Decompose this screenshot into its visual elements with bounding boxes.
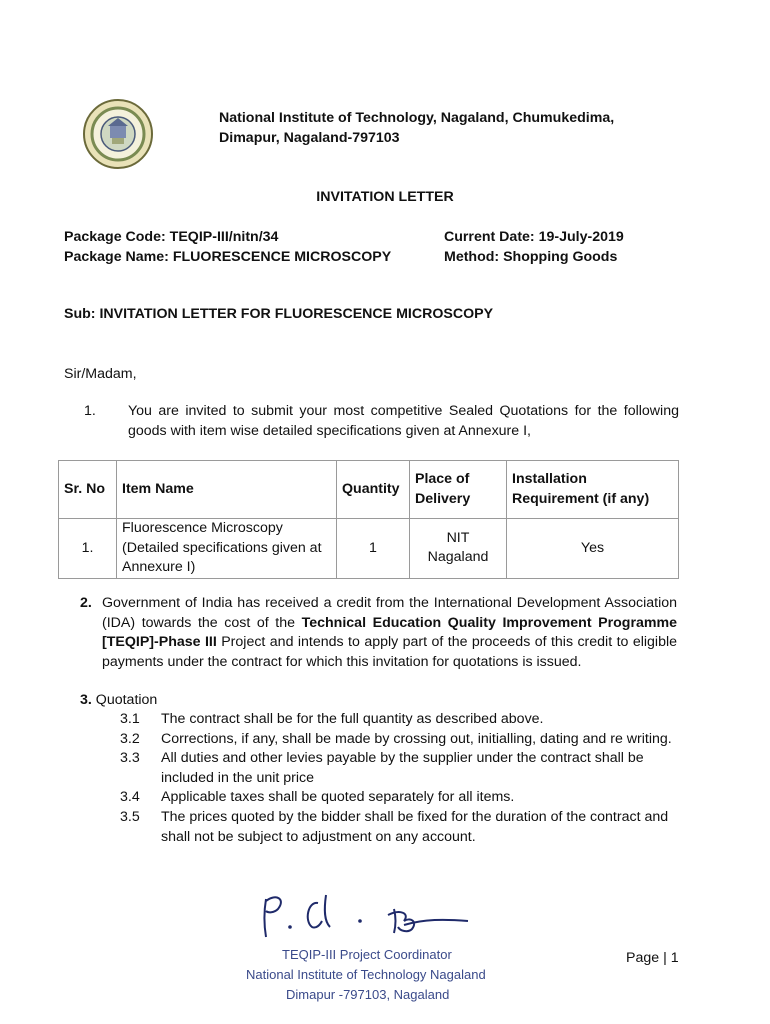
stamp-line-2: National Institute of Technology Nagaland (246, 967, 486, 982)
procurement-method: Method: Shopping Goods (444, 248, 618, 265)
para-3-title: Quotation (95, 692, 158, 708)
package-name: Package Name: FLUORESCENCE MICROSCOPY (64, 248, 392, 265)
clause-text: The contract shall be for the full quantity as described above. (161, 711, 544, 727)
clause-item (120, 749, 680, 788)
stamp-line-1: TEQIP-III Project Coordinator (282, 947, 452, 962)
para-2-text-a: Government of India has received a credit from the International Development Association (IDA) towards the cost of the (102, 595, 677, 631)
clause-item (120, 808, 680, 847)
para-1-text: You are invited to submit your most competitive Sealed Quotations for the following goods with item wise detailed specifications given at Annexure I, (128, 403, 679, 439)
package-info-left (64, 228, 391, 267)
clause-item (120, 788, 680, 808)
institute-address (219, 108, 614, 148)
clause-text: The prices quoted by the bidder shall be fixed for the duration of the contract and shall not be subject to adjustment on any account. (161, 808, 669, 845)
clause-item (120, 710, 680, 730)
stamp-lettering (240, 945, 500, 1007)
cell-installation: Yes (507, 519, 679, 579)
institute-logo (82, 98, 154, 170)
cell-sr-no: 1. (59, 519, 117, 579)
clause-number: 3.2 (120, 730, 140, 747)
para-2-text-bold: Technical Education Quality Improvement Programme [TEQIP]-Phase III (102, 614, 677, 651)
clause-text: Corrections, if any, shall be made by crossing out, initialling, dating and re writing. (161, 730, 672, 747)
para-1-number: 1. (84, 403, 96, 419)
cell-place: NIT Nagaland (410, 519, 507, 579)
para-2-text-b: Project and intends to apply part of the proceeds of this credit to eligible payments under the contract for which this invitation for quotations is issued. (102, 634, 678, 670)
subject-line: Sub: INVITATION LETTER FOR FLUORESCENCE MICROSCOPY (64, 306, 494, 322)
table-row (59, 519, 679, 579)
signature (254, 891, 474, 943)
package-code: Package Code: TEQIP-III/nitn/34 (64, 229, 279, 245)
quotation-clauses (120, 710, 680, 847)
package-info-right (444, 228, 624, 267)
page-number: Page | 1 (626, 950, 679, 966)
header-item-name: Item Name (117, 461, 337, 519)
para-3-number: 3. (80, 692, 92, 708)
clause-number: 3.1 (120, 711, 140, 727)
header-sr-no: Sr. No (59, 461, 117, 519)
letter-title: INVITATION LETTER (316, 189, 454, 205)
clause-item (120, 730, 680, 750)
table-header-row (59, 461, 679, 519)
institute-line-1: National Institute of Technology, Nagaland, Chumukedima, (219, 110, 615, 126)
clause-text: All duties and other levies payable by the supplier under the contract shall be included in the unit price (161, 750, 644, 786)
items-table (58, 460, 679, 579)
para-3-heading (80, 691, 157, 711)
header-place-of-delivery: Place of Delivery (410, 461, 507, 519)
para-2-number: 2. (80, 595, 92, 611)
clause-number: 3.4 (120, 789, 140, 806)
salutation: Sir/Madam, (64, 366, 137, 382)
header-installation: Installation Requirement (if any) (507, 461, 679, 519)
stamp-line-3: Dimapur -797103, Nagaland (286, 987, 450, 1002)
coordinator-stamp (240, 945, 500, 1007)
para-2-text (102, 594, 677, 672)
header-quantity: Quantity (337, 461, 410, 519)
clause-number: 3.3 (120, 750, 140, 767)
cell-item-name: Fluorescence Microscopy (Detailed specifications given at Annexure I) (117, 519, 337, 579)
current-date: Current Date: 19-July-2019 (444, 229, 624, 245)
clause-text: Applicable taxes shall be quoted separately for all items. (161, 789, 515, 806)
clause-number: 3.5 (120, 808, 140, 825)
cell-quantity: 1 (337, 519, 410, 579)
institute-line-2: Dimapur, Nagaland-797103 (219, 130, 400, 146)
